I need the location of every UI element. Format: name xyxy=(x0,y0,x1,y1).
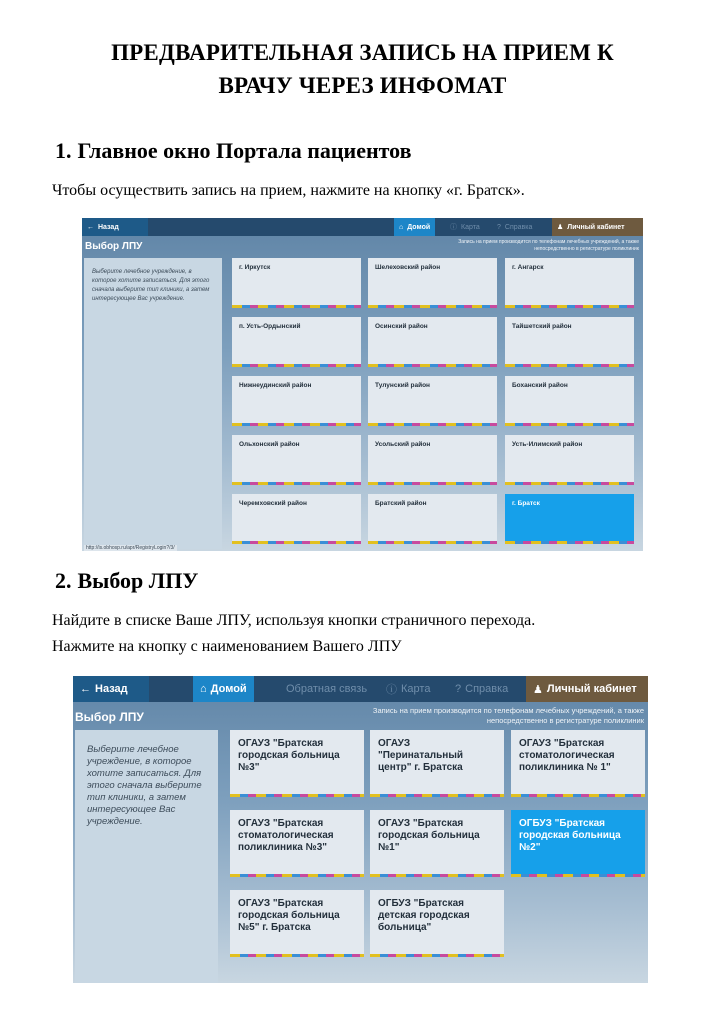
section-2-number: 2. xyxy=(55,568,72,593)
cabinet-button[interactable] xyxy=(526,676,648,702)
info-line-2: непосредственно в регистратуре поликлиник xyxy=(534,246,639,252)
question-icon: ? xyxy=(455,683,462,695)
tile-bokhan[interactable]: Боханский район xyxy=(505,376,634,426)
tile-angarsk[interactable]: г. Ангарск xyxy=(505,258,634,308)
help-label: Справка xyxy=(465,683,509,695)
document-title xyxy=(0,36,725,102)
section-1-heading xyxy=(55,138,412,164)
home-label: Домой xyxy=(407,223,431,231)
tile-hospital-5[interactable]: ОГАУЗ "Братская городская больница №5" г. Братска xyxy=(230,890,364,957)
cabinet-label: Личный кабинет xyxy=(567,223,625,231)
top-nav-bar xyxy=(73,676,648,702)
tile-shelekhov[interactable]: Шелеховский район xyxy=(368,258,497,308)
help-button[interactable] xyxy=(448,676,515,702)
info-text xyxy=(458,239,639,253)
home-icon: ⌂ xyxy=(200,683,207,695)
user-icon: ♟ xyxy=(557,224,564,231)
tile-irkutsk[interactable]: г. Иркутск xyxy=(232,258,361,308)
tile-hospital-3[interactable]: ОГАУЗ "Братская городская больница №3" xyxy=(230,730,364,797)
section-2-heading xyxy=(55,568,198,594)
tile-ust-ordynsky[interactable]: п. Усть-Ордынский xyxy=(232,317,361,367)
section-1-title: Главное окно Портала пациентов xyxy=(77,138,412,163)
info-icon: ⓘ xyxy=(450,224,457,231)
info-line-1: Запись на прием производится по телефонам лечебных учреждений, а также xyxy=(372,706,644,715)
map-label: Карта xyxy=(461,223,480,231)
tile-ust-ilimsk[interactable]: Усть-Илимский район xyxy=(505,435,634,485)
info-line-1: Запись на прием производится по телефонам лечебных учреждений, а также xyxy=(458,239,639,245)
tile-bratsk[interactable]: г. Братск xyxy=(505,494,634,544)
map-button[interactable] xyxy=(379,676,437,702)
document-title-line-1: ПРЕДВАРИТЕЛЬНАЯ ЗАПИСЬ НА ПРИЕМ К xyxy=(111,40,614,65)
hint-text: Выберите лечебное учреждение, в которое хотите записаться. Для этого сначала выберите тип клиники, а затем интересующее Вас учреждение. xyxy=(92,269,210,302)
tile-childrens-hospital[interactable]: ОГБУЗ "Братская детская городская больница" xyxy=(370,890,504,957)
tile-bratsky-district[interactable]: Братский район xyxy=(368,494,497,544)
arrow-left-icon: ← xyxy=(87,223,94,231)
top-nav-bar xyxy=(82,218,643,236)
home-label: Домой xyxy=(210,683,247,695)
back-label: Назад xyxy=(95,683,128,695)
section-2-text-line-1: Найдите в списке Ваше ЛПУ, используя кнопки страничного перехода. xyxy=(52,612,536,629)
tile-usolye[interactable]: Усольский район xyxy=(368,435,497,485)
tile-tulun[interactable]: Тулунский район xyxy=(368,376,497,426)
back-button[interactable] xyxy=(73,676,149,702)
tile-osinsky[interactable]: Осинский район xyxy=(368,317,497,367)
tile-olkhon[interactable]: Ольхонский район xyxy=(232,435,361,485)
info-text xyxy=(373,706,644,726)
question-icon: ? xyxy=(497,223,501,231)
tile-dental-clinic-3[interactable]: ОГАУЗ "Братская стоматологическая поликлиника №3" xyxy=(230,810,364,877)
back-label: Назад xyxy=(98,223,119,231)
back-button[interactable] xyxy=(82,218,148,236)
document-title-line-2: ВРАЧУ ЧЕРЕЗ ИНФОМАТ xyxy=(218,73,507,98)
hint-panel xyxy=(84,258,222,549)
section-1-text: Чтобы осуществить запись на прием, нажмите на кнопку «г. Братск». xyxy=(52,182,525,199)
tile-dental-clinic-1[interactable]: ОГАУЗ "Братская стоматологическая поликлиника № 1" xyxy=(511,730,645,797)
feedback-label: Обратная связь xyxy=(286,683,368,695)
home-button[interactable] xyxy=(193,676,254,702)
section-2-title: Выбор ЛПУ xyxy=(77,568,199,593)
feedback-button[interactable] xyxy=(279,676,374,702)
page-title: Выбор ЛПУ xyxy=(85,241,143,252)
home-icon: ⌂ xyxy=(399,223,404,231)
arrow-left-icon: ← xyxy=(80,683,91,695)
tile-perinatal-center[interactable]: ОГАУЗ "Перинатальный центр" г. Братска xyxy=(370,730,504,797)
help-button[interactable] xyxy=(492,218,537,236)
cabinet-label: Личный кабинет xyxy=(546,683,637,695)
status-url: http://is.obhosp.ru/apr/RegistryLogin?/3/ xyxy=(86,545,175,551)
tile-nizhneudinsk[interactable]: Нижнеудинский район xyxy=(232,376,361,426)
tile-hospital-2[interactable]: ОГБУЗ "Братская городская больница №2" xyxy=(511,810,645,877)
info-icon: ⓘ xyxy=(386,684,397,696)
cabinet-button[interactable] xyxy=(552,218,643,236)
info-line-2: непосредственно в регистратуре поликлиник xyxy=(486,716,644,725)
user-icon: ♟ xyxy=(533,683,543,696)
section-1-number: 1. xyxy=(55,138,72,163)
help-label: Справка xyxy=(504,223,533,231)
tile-hospital-1[interactable]: ОГАУЗ "Братская городская больница №1" xyxy=(370,810,504,877)
map-label: Карта xyxy=(401,683,431,695)
page-title: Выбор ЛПУ xyxy=(75,710,144,724)
hint-panel xyxy=(75,730,218,983)
tile-cheremkhovo[interactable]: Черемховский район xyxy=(232,494,361,544)
tile-taishet[interactable]: Тайшетский район xyxy=(505,317,634,367)
screenshot-lpu-selection xyxy=(73,676,648,983)
home-button[interactable] xyxy=(394,218,435,236)
map-button[interactable] xyxy=(445,218,485,236)
screenshot-main-window xyxy=(82,218,643,551)
section-2-text-line-2: Нажмите на кнопку с наименованием Вашего ЛПУ xyxy=(52,638,402,655)
hint-text: Выберите лечебное учреждение, в которое хотите записаться. Для этого сначала выберите тип клиники, а затем интересующее Вас учреждение. xyxy=(87,744,202,827)
